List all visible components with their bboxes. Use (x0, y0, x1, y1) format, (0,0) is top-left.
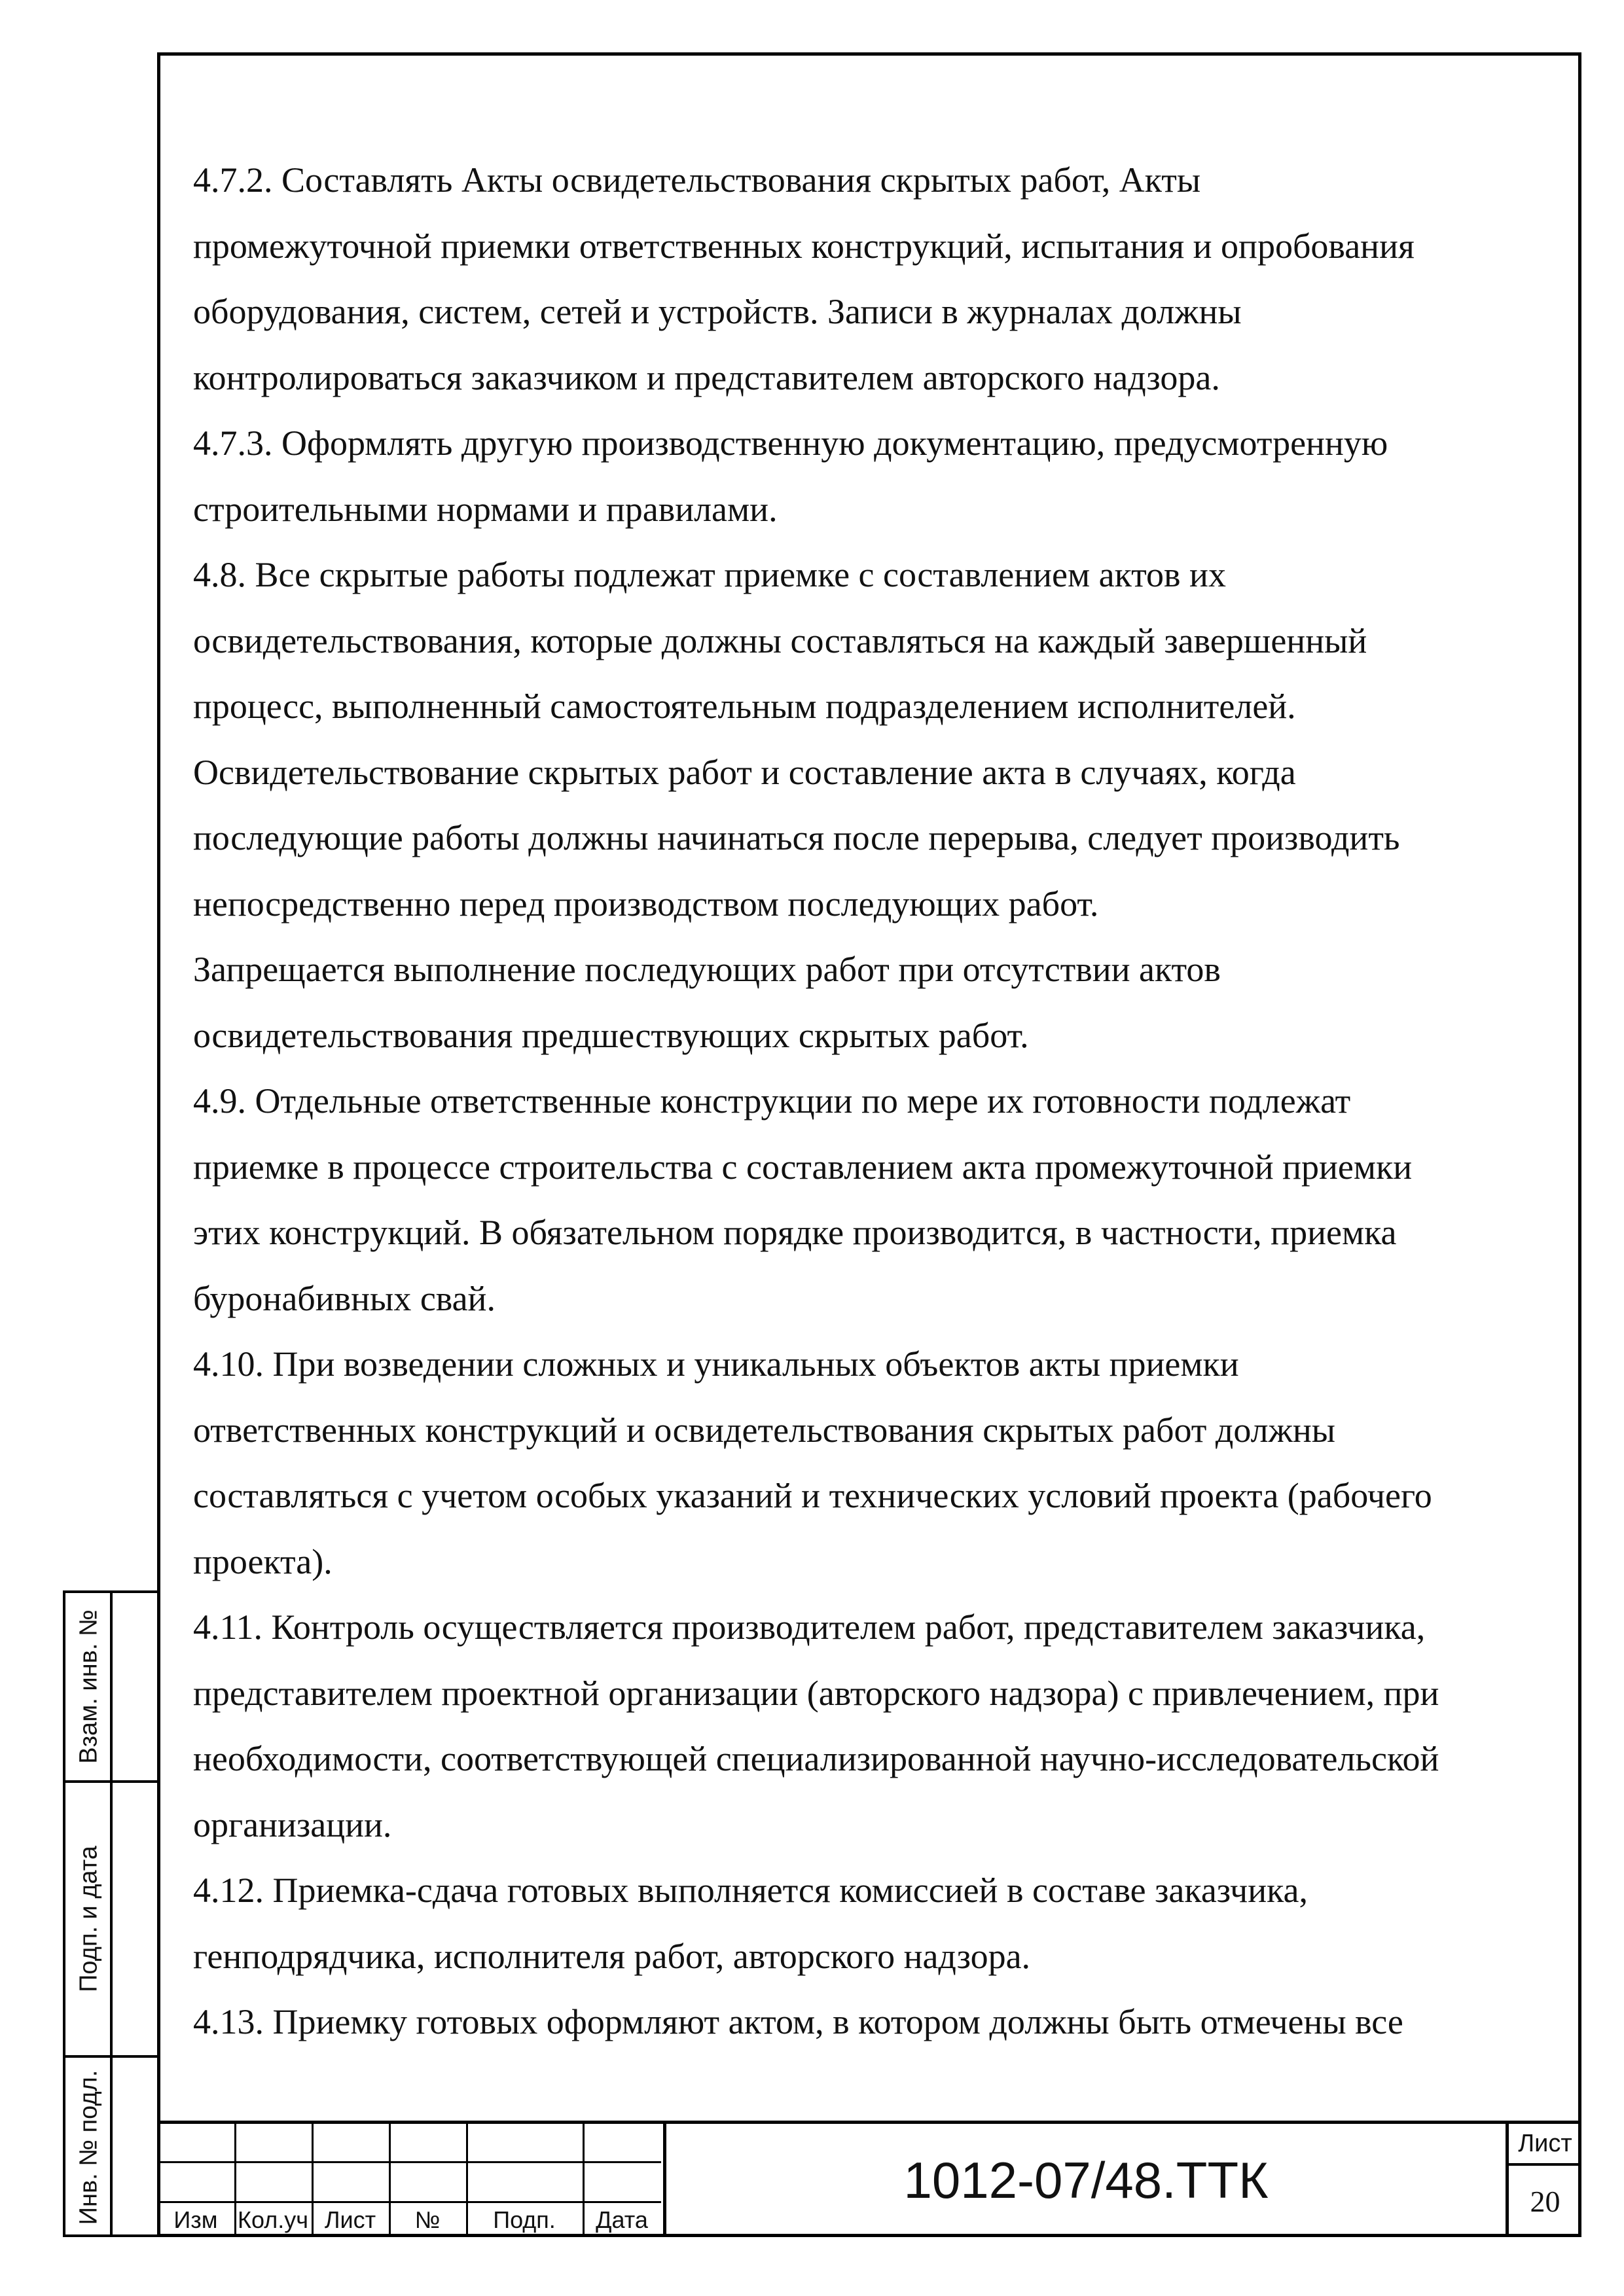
text-line: строительными нормами и правилами. (193, 489, 778, 529)
podp-data-cell (65, 1783, 157, 2058)
vzam-inv-cell (65, 1593, 157, 1783)
text-line: 4.8. Все скрытые работы подлежат приемке с составлением актов их (193, 555, 1226, 594)
text-line: оборудования, систем, сетей и устройств. Записи в журналах должны (193, 292, 1242, 331)
text-line: контролироваться заказчиком и представителем авторского надзора. (193, 357, 1220, 397)
text-line: 4.7.2. Составлять Акты освидетельствования скрытых работ, Акты (193, 160, 1201, 200)
podp-data-label: Подп. и дата (75, 1846, 103, 1992)
text-line: организации. (193, 1804, 392, 1844)
text-line: непосредственно перед производством последующих работ. (193, 884, 1099, 924)
text-line: проекта). (193, 1541, 333, 1581)
text-line: 4.11. Контроль осуществляется производителем работ, представителем заказчика, (193, 1607, 1426, 1647)
text-line: составляться с учетом особых указаний и технических условий проекта (рабочего (193, 1476, 1432, 1515)
body-text (193, 147, 1564, 2055)
text-line: приемке в процессе строительства с составлением акта промежуточной приемки (193, 1147, 1413, 1187)
title-block (157, 2121, 1581, 2237)
text-line: генподрядчика, исполнителя работ, авторского надзора. (193, 1936, 1031, 1976)
text-line: этих конструкций. В обязательном порядке производится, в частности, приемка (193, 1213, 1397, 1252)
col-data: Дата (596, 2206, 648, 2233)
col-izm: Изм (173, 2206, 218, 2233)
col-list: Лист (324, 2206, 376, 2233)
inv-podl-label: Инв. № подл. (75, 2070, 103, 2225)
text-line: необходимости, соответствующей специализированной научно-исследовательской (193, 1739, 1439, 1778)
text-line: 4.10. При возведении сложных и уникальных объектов акты приемки (193, 1344, 1239, 1384)
col-podp: Подп. (493, 2206, 556, 2233)
revision-grid (157, 2124, 661, 2237)
text-line: освидетельствования, которые должны составляться на каждый завершенный (193, 620, 1367, 660)
text-line: 4.9. Отдельные ответственные конструкции по мере их готовности подлежат (193, 1081, 1351, 1121)
col-number: № (414, 2206, 441, 2233)
inv-podl-cell (65, 2058, 157, 2237)
text-line: представителем проектной организации (авторского надзора) с привлечением, при (193, 1673, 1439, 1713)
sheet-number: 20 (1530, 2185, 1561, 2218)
text-line: буронабивных свай. (193, 1278, 496, 1318)
sheet-box (1506, 2124, 1581, 2237)
text-line: последующие работы должны начинаться после перерыва, следует производить (193, 818, 1400, 857)
sheet-label: Лист (1509, 2124, 1581, 2166)
vzam-inv-label: Взам. инв. № (75, 1609, 103, 1764)
col-kol-uch: Кол.уч (238, 2206, 308, 2233)
text-line: 4.7.3. Оформлять другую производственную документацию, предусмотренную (193, 423, 1388, 463)
text-line: процесс, выполненный самостоятельным подразделением исполнителей. (193, 687, 1296, 726)
binding-strip (63, 1590, 157, 2237)
text-line: ответственных конструкций и освидетельствования скрытых работ должны (193, 1410, 1336, 1450)
text-line: Запрещается выполнение последующих работ при отсутствии актов (193, 950, 1221, 989)
text-line: 4.13. Приемку готовых оформляют актом, в котором должны быть отмечены все (193, 2002, 1403, 2041)
text-line: 4.12. Приемка-сдача готовых выполняется комиссией в составе заказчика, (193, 1871, 1308, 1910)
text-line: освидетельствования предшествующих скрытых работ. (193, 1015, 1029, 1055)
text-line: Освидетельствование скрытых работ и составление акта в случаях, когда (193, 752, 1296, 792)
text-line: промежуточной приемки ответственных конструкций, испытания и опробования (193, 226, 1415, 266)
document-code: 1012-07/48.ТТК (663, 2124, 1506, 2237)
